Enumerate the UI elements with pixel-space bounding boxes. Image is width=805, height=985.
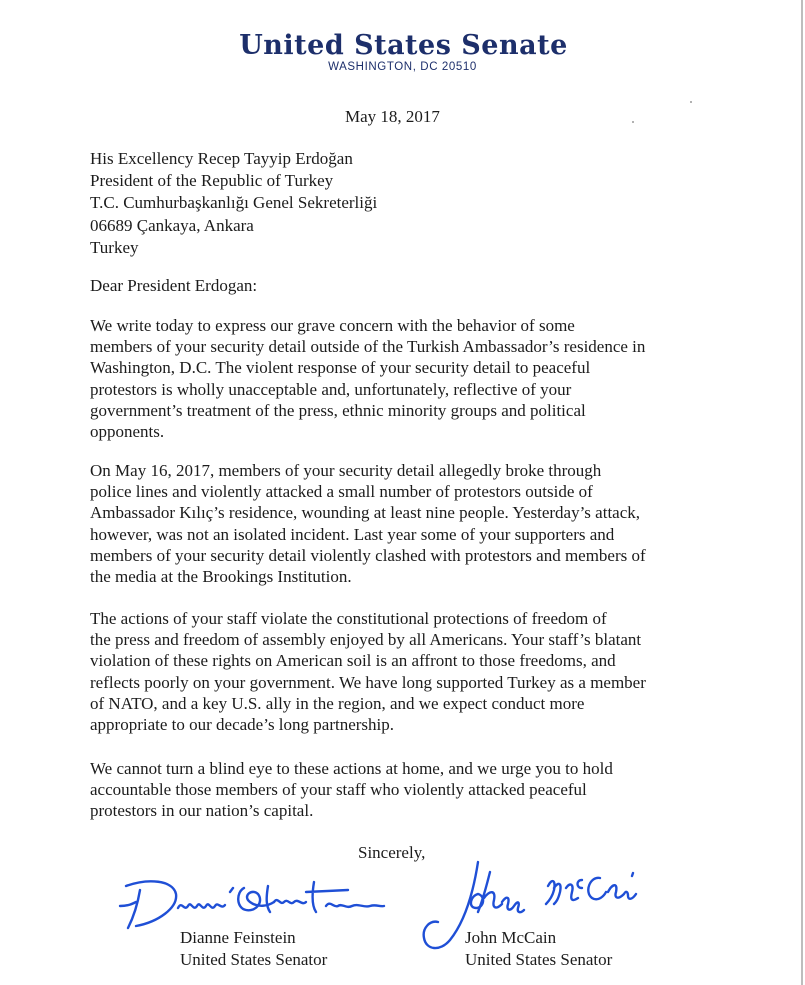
recipient-address <box>90 148 377 259</box>
senate-address: WASHINGTON, DC 20510 <box>328 61 477 73</box>
body-paragraph: We write today to express our grave concern with the behavior of some members of your security detail outside of the Turkish Ambassador’s residence in Washington, D.C. The violent response of your security detail to peaceful protestors is wholly unacceptable and, unfortunately, reflective of your government’s treatment of the press, ethnic minority groups and political opponents. <box>90 316 646 442</box>
recipient-line: Turkey <box>90 237 139 257</box>
signer-title: United States Senator <box>180 950 328 969</box>
scan-speck <box>632 121 634 123</box>
recipient-line: His Excellency Recep Tayyip Erdoğan <box>90 149 353 168</box>
letter-date: May 18, 2017 <box>345 107 440 126</box>
body-paragraph: The actions of your staff violate the constitutional protections of freedom of the press and freedom of assembly enjoyed by all Americans. Your staff’s blatant violation of these rights on American soil is an affront to those freedoms, and reflects poorly on your government. We have long supported Turkey as a member of NATO, and a key U.S. ally in the region, and we expect conduct more appropriate to our decade’s long partnership. <box>90 609 646 735</box>
recipient-line: T.C. Cumhurbaşkanlığı Genel Sekreterliği <box>90 193 378 213</box>
closing: Sincerely, <box>358 843 426 862</box>
recipient-line: President of the Republic of Turkey <box>90 171 334 191</box>
salutation: Dear President Erdogan: <box>90 276 258 295</box>
signer-name: John McCain <box>465 928 557 947</box>
body-paragraph: We cannot turn a blind eye to these actions at home, and we urge you to hold accountable those members of your staff who violently attacked peaceful protestors in our nation’s capital. <box>90 759 613 821</box>
signer-mccain <box>465 927 612 971</box>
signer-title: United States Senator <box>465 950 613 969</box>
feinstein-signature <box>118 872 388 934</box>
scan-speck <box>690 101 692 103</box>
signer-feinstein <box>180 927 327 971</box>
letterhead <box>0 30 805 73</box>
signer-name: Dianne Feinstein <box>180 928 296 947</box>
page-edge-rule <box>801 0 803 985</box>
senate-title: United States Senate <box>239 30 568 61</box>
recipient-line: 06689 Çankaya, Ankara <box>90 215 254 235</box>
body-paragraph: On May 16, 2017, members of your security detail allegedly broke through police lines and violently attacked a small number of protestors outside of Ambassador Kılıç’s residence, wounding at least nine people. Yesterday’s attack, however, was not an isolated incident. Last year some of your supporters and members of your security detail violently clashed with protestors and members of the media at the Brookings Institution. <box>90 461 646 587</box>
